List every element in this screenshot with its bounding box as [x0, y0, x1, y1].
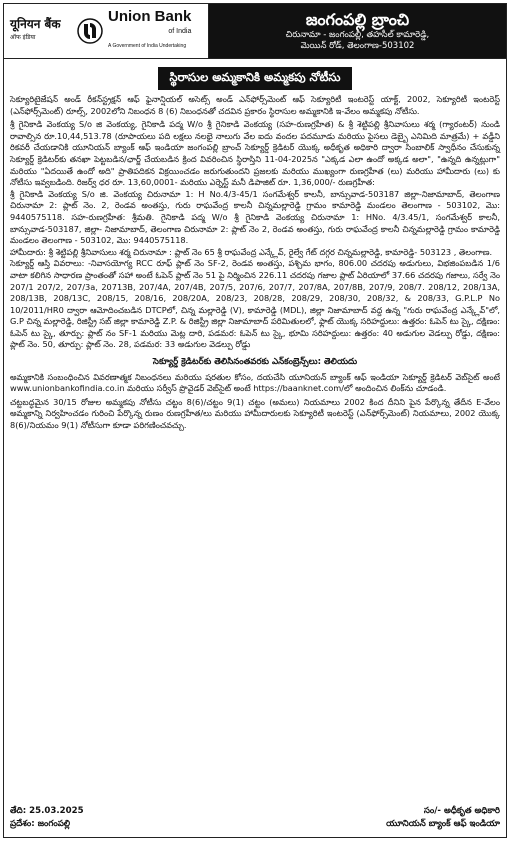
logo-hindi-name: यूनियन बैंक: [10, 17, 61, 31]
encumbrance-title: సెక్యూర్డ్ క్రెడిటర్‌కు తెలిసినంతవరకు ఎన్‌కంబ్రెన్స్‌లు: తెలియదు: [152, 357, 358, 368]
logo-hindi-sub: ऑफ इंडिया: [10, 34, 36, 41]
notice-date: తేది: 25.03.2025: [10, 806, 84, 816]
notice-title-wrap: [4, 66, 506, 90]
borrowers-paragraph: శ్రీ గైనికాడి వెంకయ్య S/o జి వెంకయ్య, గైనికాడి పద్మ W/o శ్రీ గైనికాడి వెంకయ్య (సహ-రుణగ్రహీత) & శ్రీ శెట్టిపల్లి శ్రీనివాసులు శర్మ (గ్యారంటర్) నుండి రావాల్సిన రూ.10,44,513.78 (రూపాయలు పది లక్షలు నలభై నాలుగు వేల ఐదు వందల పదమూడు మరియు పైసలు డెబ్బై ఎనిమిది మాత్రమే) + వడ్డీని రికవరీ చేయడానికి యూనియన్ బ్యాంక్ ఆఫ్ ఇండియా జంగంపల్లి బ్రాంచ్ సెక్యూర్డ్ క్రెడిటర్ యొక్క అధీకృత అధికారి ద్వారా సింబాలిక్ స్వాధీనం చేసుకున్న సెక్యూర్డ్ క్రెడిటర్‌కు తనఖా పెట్టబడిన/ఛార్జ్ చేయబడిన క్రింద వివరించిన స్థిరాస్తిని 11-04-2025న "ఎక్కడ ఎలా ఉందో అక్కడ అలా", "ఉన్నది ఉన్నట్లుగా" మరియు "ఏదయితే ఉందో అది" ప్రాతిపదికన విక్రయించడం జరుగుతుందని ప్రజలకు మరియు ముఖ్యంగా రుణగ్రహీత (లు) మరియు హామీదారు (లు) కు నోటీసు ఇవ్వబడింది. రిజర్వ్ ధర రూ. 13,60,0001- మరియు ఎర్నెస్ట్ మనీ డిపాజిట్ రూ. 1,36,000/- రుణగ్రహీత:: [10, 119, 500, 188]
sale-notice: [3, 3, 507, 838]
notice-title: స్థిరాసుల అమ్మకానికి అమ్మకపు నోటీసు: [158, 67, 353, 90]
branch-title: జంగంపల్లి బ్రాంచి: [305, 10, 410, 29]
branch-address-line2: మెయిన్ రోడ్, తెలంగాణ-503102: [300, 41, 415, 51]
signatory-title: సం/- అధీకృత అధికారి: [423, 806, 500, 816]
logo-english-of: of India: [168, 27, 192, 35]
details-paragraph: అమ్మకానికి సంబంధించిన వివరణాత్మక నిబంధనలు మరియు షరతుల కోసం, దయచేసి యూనియన్ బ్యాంక్ ఆఫ్ ఇండియా సెక్యూర్డ్ క్రెడిటర్ వెబ్‌సైట్ అంటే www.unionbankofindia.co.in మరియు సర్వీస్ ప్రొవైడర్ వెబ్‌సైట్ అంటే https://baanknet.com/లో అందించిన లింక్‌ను చూడండి.: [10, 371, 500, 394]
guarantor-paragraph: హామీదారు: శ్రీ శెట్టిపల్లి శ్రీనివాసులు శర్మ చిరునామా : ప్లాట్ నెం 65 శ్రీ రాఘవేంద్ర ఎన్క్లేవ్, రైల్వే గేట్ దగ్గర చిన్నమల్లారెడ్డి, కామారెడ్డి- 503123 , తెలంగాణ.: [10, 246, 493, 257]
statutory-paragraph: చట్టబద్ధమైన 30/15 రోజుల అమ్మకపు నోటీసు చట్టం 8(6)/చట్టం 9(1) చట్టం (అమలు) నియమాలు 2002 కింద దీనిని పైన పేర్కొన్న తేదీన E-వేలం అమ్మకాన్ని నిర్వహించడం గురించి పేర్కొన్న రుణం రుణగ్రహీత/లు మరియు హామీదారులకు సెక్యూరిటీ ఇంటరెస్ట్ (ఎన్‌ఫోర్స్‌మెంట్) నియమాలు, 2002 యొక్క 8(6)/నియమం 9(1) నోటీసుగా కూడా పరిగణించవచ్చు.: [10, 396, 500, 431]
union-bank-emblem-icon: [77, 18, 103, 44]
notice-body: [4, 94, 506, 432]
logo-english-name: Union Bank: [108, 7, 192, 25]
logo-tagline: A Government of India Undertaking: [108, 42, 187, 49]
branch-address-line1: చిరునామా - జంగంపల్లి, తహసీల్ కామారెడ్డి,: [285, 30, 430, 40]
notice-place: ప్రదేశం: జంగంపల్లి: [10, 819, 71, 829]
logo-hindi: [10, 18, 72, 44]
notice-footer: [10, 805, 500, 831]
property-paragraph: సెక్యూర్డ్ ఆస్తి వివరాలు: -నివాసయోగ్య RCC రూఫ్ ప్లాట్ నెం SF-2, రెండవ అంతస్తు, పశ్చిమ భాగం, 806.00 చదరపు అడుగులు, విభజింపబడిన 1/6 వాటా కలిగిన సాధారణ ప్రాంతంతో సహా అంటే ఓపెన్ ప్లాట్ నెం 51 పై నిర్మించిన 226.11 చదరపు గజాల ప్లాట్ ఏరియాలో 37.66 చదరపు గజాలు, సర్వే నెం 207/1 207/2, 207/3a, 20713B, 207/4A, 207/4B, 207/5, 207/6, 207/7, 207/8A, 207/8B, 207/9, 208/7. 208/12, 208/13A, 208/13B, 208/13C, 208/15, 208/16, 208/20A, 208/23, 208/28, 208/29, 208/30, 208/32, & 208/33, G.P.L.P No 10/2011/HR0 ద్వారా ఆమోదించబడిన DTCPలో, చిన్న మల్లారెడ్డి (V), కామారెడ్డి (MDL), జిల్లా నిజామాబాద్ వద్ద ఉన్న "గురు రాఘవేంద్ర ఎన్క్లేవ్"లో, G.P చిన్న మల్లారెడ్డి, రిజిస్ట్రీ సబ్ జిల్లా కామారెడ్డి Z.P. & రిజిస్ట్రీ జిల్లా నిజామాబాద్ పరిమితులలో, ఫ్లాట్ యొక్క సరిహద్దులు: ఉత్తరం: ఓపెన్ టు స్కై, దక్షిణం: ఓపెన్ టు స్కై, తూర్పు: ప్లాట్ నం SF-1 మరియు మెట్ల దారి, పడమర: ఓపెన్ టు స్కై, భూమి సరిహద్దులు: ఉత్తరం: 40 అడుగుల వెడల్పు రోడ్డు, దక్షిణం: ప్లాట్ నెం. 50, తూర్పు: ప్లాట్ నెం. 28, పడమర: 33 అడుగుల వెడల్పు రోడ్డు: [10, 258, 500, 350]
logo-english: [108, 9, 191, 54]
intro-paragraph: సెక్యూరిటైజేషన్ అండ్ రీకన్‌స్ట్రక్షన్ ఆఫ్ ఫైనాన్షియల్ అసెట్స్ అండ్ ఎన్‌ఫోర్స్‌మెంట్ ఆఫ్ సెక్యూరిటీ ఇంటరెస్ట్ యాక్ట్, 2002, సెక్యూరిటీ ఇంటరెస్ట్ (ఎన్‌ఫోర్స్‌మెంట్) రూల్స్, 2002లోని నిబంధన 8 (6) నిబంధనతో చదవిన ప్రకారం స్థిరాసుల అమ్మకానికి ఇ-వేలం అమ్మకపు నోటీసు.: [10, 94, 500, 116]
branch-info: [209, 4, 506, 58]
notice-header: [4, 4, 506, 59]
signatory-bank: యూనియన్ బ్యాంక్ ఆఫ్ ఇండియా: [386, 819, 500, 829]
bank-logo: [4, 4, 209, 58]
borrower-detail-paragraph: శ్రీ గైనికాడి వెంకయ్య S/o జి. వెంకయ్య చిరునామా 1: H No.4/3-45/1 సంగమేశ్వర్ కాలనీ, బాన్సువాడ-503187 జిల్లా-నిజామాబాద్, తెలంగాణ చిరునామా 2: ప్లాట్ నెం. 2, రెండవ అంతస్తు, గురు రాఘవేంద్ర కాలనీ చిన్నమల్లారెడ్డి గ్రామం కామారెడ్డి మండలం తెలంగాణ - 503102, మొ: 9440575118. సహ-రుణగ్రహీత: శ్రీమతి. గైనికాడి పద్మ W/o శ్రీ గైనికాడి వెంకయ్య చిరునామా 1: HNo. 4/3.45/1, సంగమేశ్వర్ కాలనీ, బాన్సువాడ-503187, జిల్లా- నిజామాబాద్, తెలంగాణ చిరునామా 2: ప్లాట్ నెం 2, రెండవ అంతస్తు, గురు రాఘవేంద్ర కాలనీ చిన్నమల్లారెడ్డి గ్రామం కామారెడ్డి మండలం తెలంగాణ - 503102, మొ: 9440575118.: [10, 188, 500, 246]
